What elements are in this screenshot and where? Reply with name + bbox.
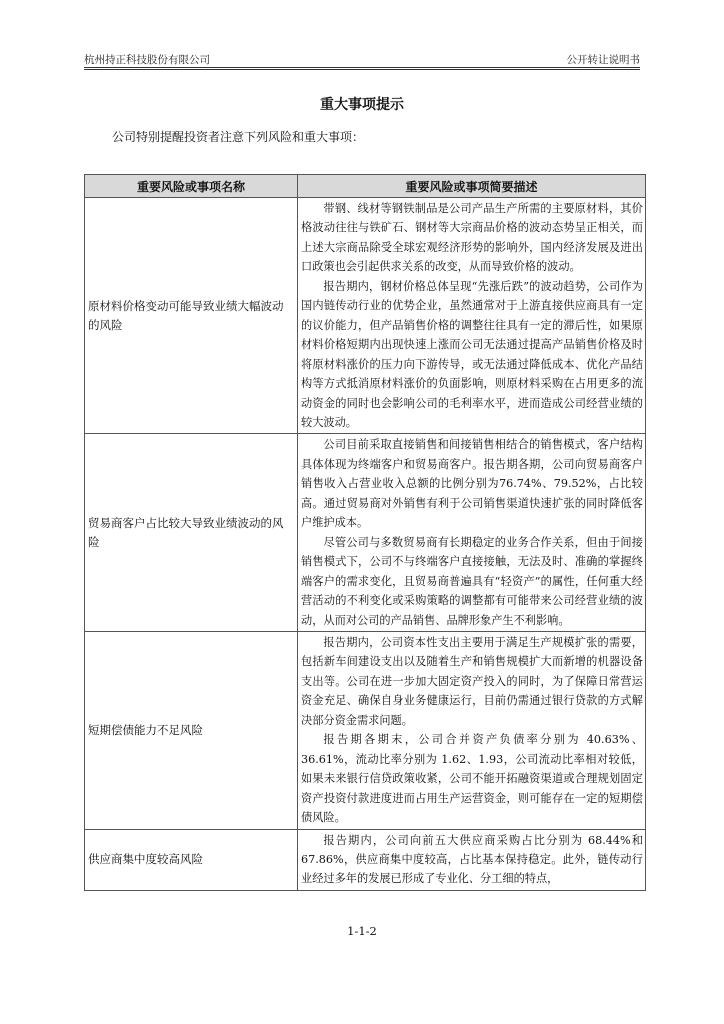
table-header-row (85, 175, 646, 198)
desc-paragraph: 报告期内，公司资本性支出主要用于满足生产规模扩张的需要，包括新车间建设支出以及随着生产和销售规模扩大而新增的机器设备支出等。公司在进一步加大固定资产投入的同时，为了保障日常营运资金充足、确保自身业务健康运行，目前仍需通过银行贷款的方式解决部分资金需求问题。 (301, 635, 643, 727)
table-row (85, 434, 646, 632)
desc-paragraph: 报告期内，钢材价格总体呈现“先涨后跌”的波动趋势，公司作为国内链传动行业的优势企业，虽然通常对于上游直接供应商具有一定的议价能力，但产品销售价格的调整往往具有一定的滞后性，如果原材料价格短期内出现快速上涨而公司无法通过提高产品销售价格及时将原材料涨价的压力向下游传导，或无法通过降低成本、优化产品结构等方式抵消原材料涨价的负面影响，则原材料采购在占用更多的流动资金的同时也会影响公司的毛利率水平，进而造成公司经营业绩的较大波动。 (301, 279, 643, 429)
col-header-desc: 重要风险或事项简要描述 (298, 175, 646, 198)
page-title: 重大事项提示 (320, 97, 404, 113)
risk-description (298, 631, 646, 829)
risk-name: 供应商集中度较高风险 (85, 829, 298, 890)
risk-description (298, 198, 646, 434)
risk-name: 短期偿债能力不足风险 (85, 631, 298, 829)
table-row (85, 198, 646, 434)
risk-table (84, 174, 646, 891)
table-row (85, 631, 646, 829)
desc-paragraph: 带钢、线材等钢铁制品是公司产品生产所需的主要原材料，其价格波动往往与铁矿石、钢材等大宗商品价格的波动态势呈正相关，而上述大宗商品除受全球宏观经济形势的影响外，国内经济发展及进出口政策也会引起供求关系的改变，从而导致价格的波动。 (301, 202, 643, 274)
col-header-name: 重要风险或事项名称 (85, 175, 298, 198)
header-company: 杭州持正科技股份有限公司 (84, 54, 210, 66)
intro-text: 公司特别提醒投资者注意下列风险和重大事项： (112, 130, 365, 144)
desc-paragraph: 公司目前采取直接销售和间接销售相结合的销售模式，客户结构具体体现为终端客户和贸易商客户。报告期各期，公司向贸易商客户销售收入占营业收入总额的比例分别为76.74%、79.52%，占比较高。通过贸易商对外销售有利于公司销售渠道快速扩张的同时降低客户维护成本。 (301, 438, 643, 530)
risk-name: 原材料价格变动可能导致业绩大幅波动的风险 (85, 198, 298, 434)
header-divider (84, 67, 640, 70)
desc-paragraph: 报告期内，公司向前五大供应商采购占比分别为 68.44%和 67.86%，供应商集中度较高，占比基本保持稳定。此外，链传动行业经过多年的发展已形成了专业化、分工细的特点， (301, 833, 643, 886)
header-doc-type: 公开转让说明书 (566, 54, 640, 66)
table-row (85, 829, 646, 890)
risk-description (298, 829, 646, 890)
page-number: 1-1-2 (347, 924, 377, 938)
risk-description (298, 434, 646, 632)
risk-name: 贸易商客户占比较大导致业绩波动的风险 (85, 434, 298, 632)
desc-paragraph: 报告期各期末，公司合并资产负债率分别为 40.63%、36.61%，流动比率分别为 1.62、1.93，公司流动比率相对较低，如果未来银行信贷政策收紧，公司不能开拓融资渠道或合理规划固定资产投资付款进度进而占用生产运营资金，则可能存在一定的短期偿债风险。 (301, 733, 643, 825)
desc-paragraph: 尽管公司与多数贸易商有长期稳定的业务合作关系，但由于间接销售模式下，公司不与终端客户直接接触，无法及时、准确的掌握终端客户的需求变化，且贸易商普遍具有“轻资产”的属性，任何重大经营活动的不利变化或采购策略的调整都有可能带来公司经营业绩的波动，从而对公司的产品销售、品牌形象产生不利影响。 (301, 535, 643, 627)
